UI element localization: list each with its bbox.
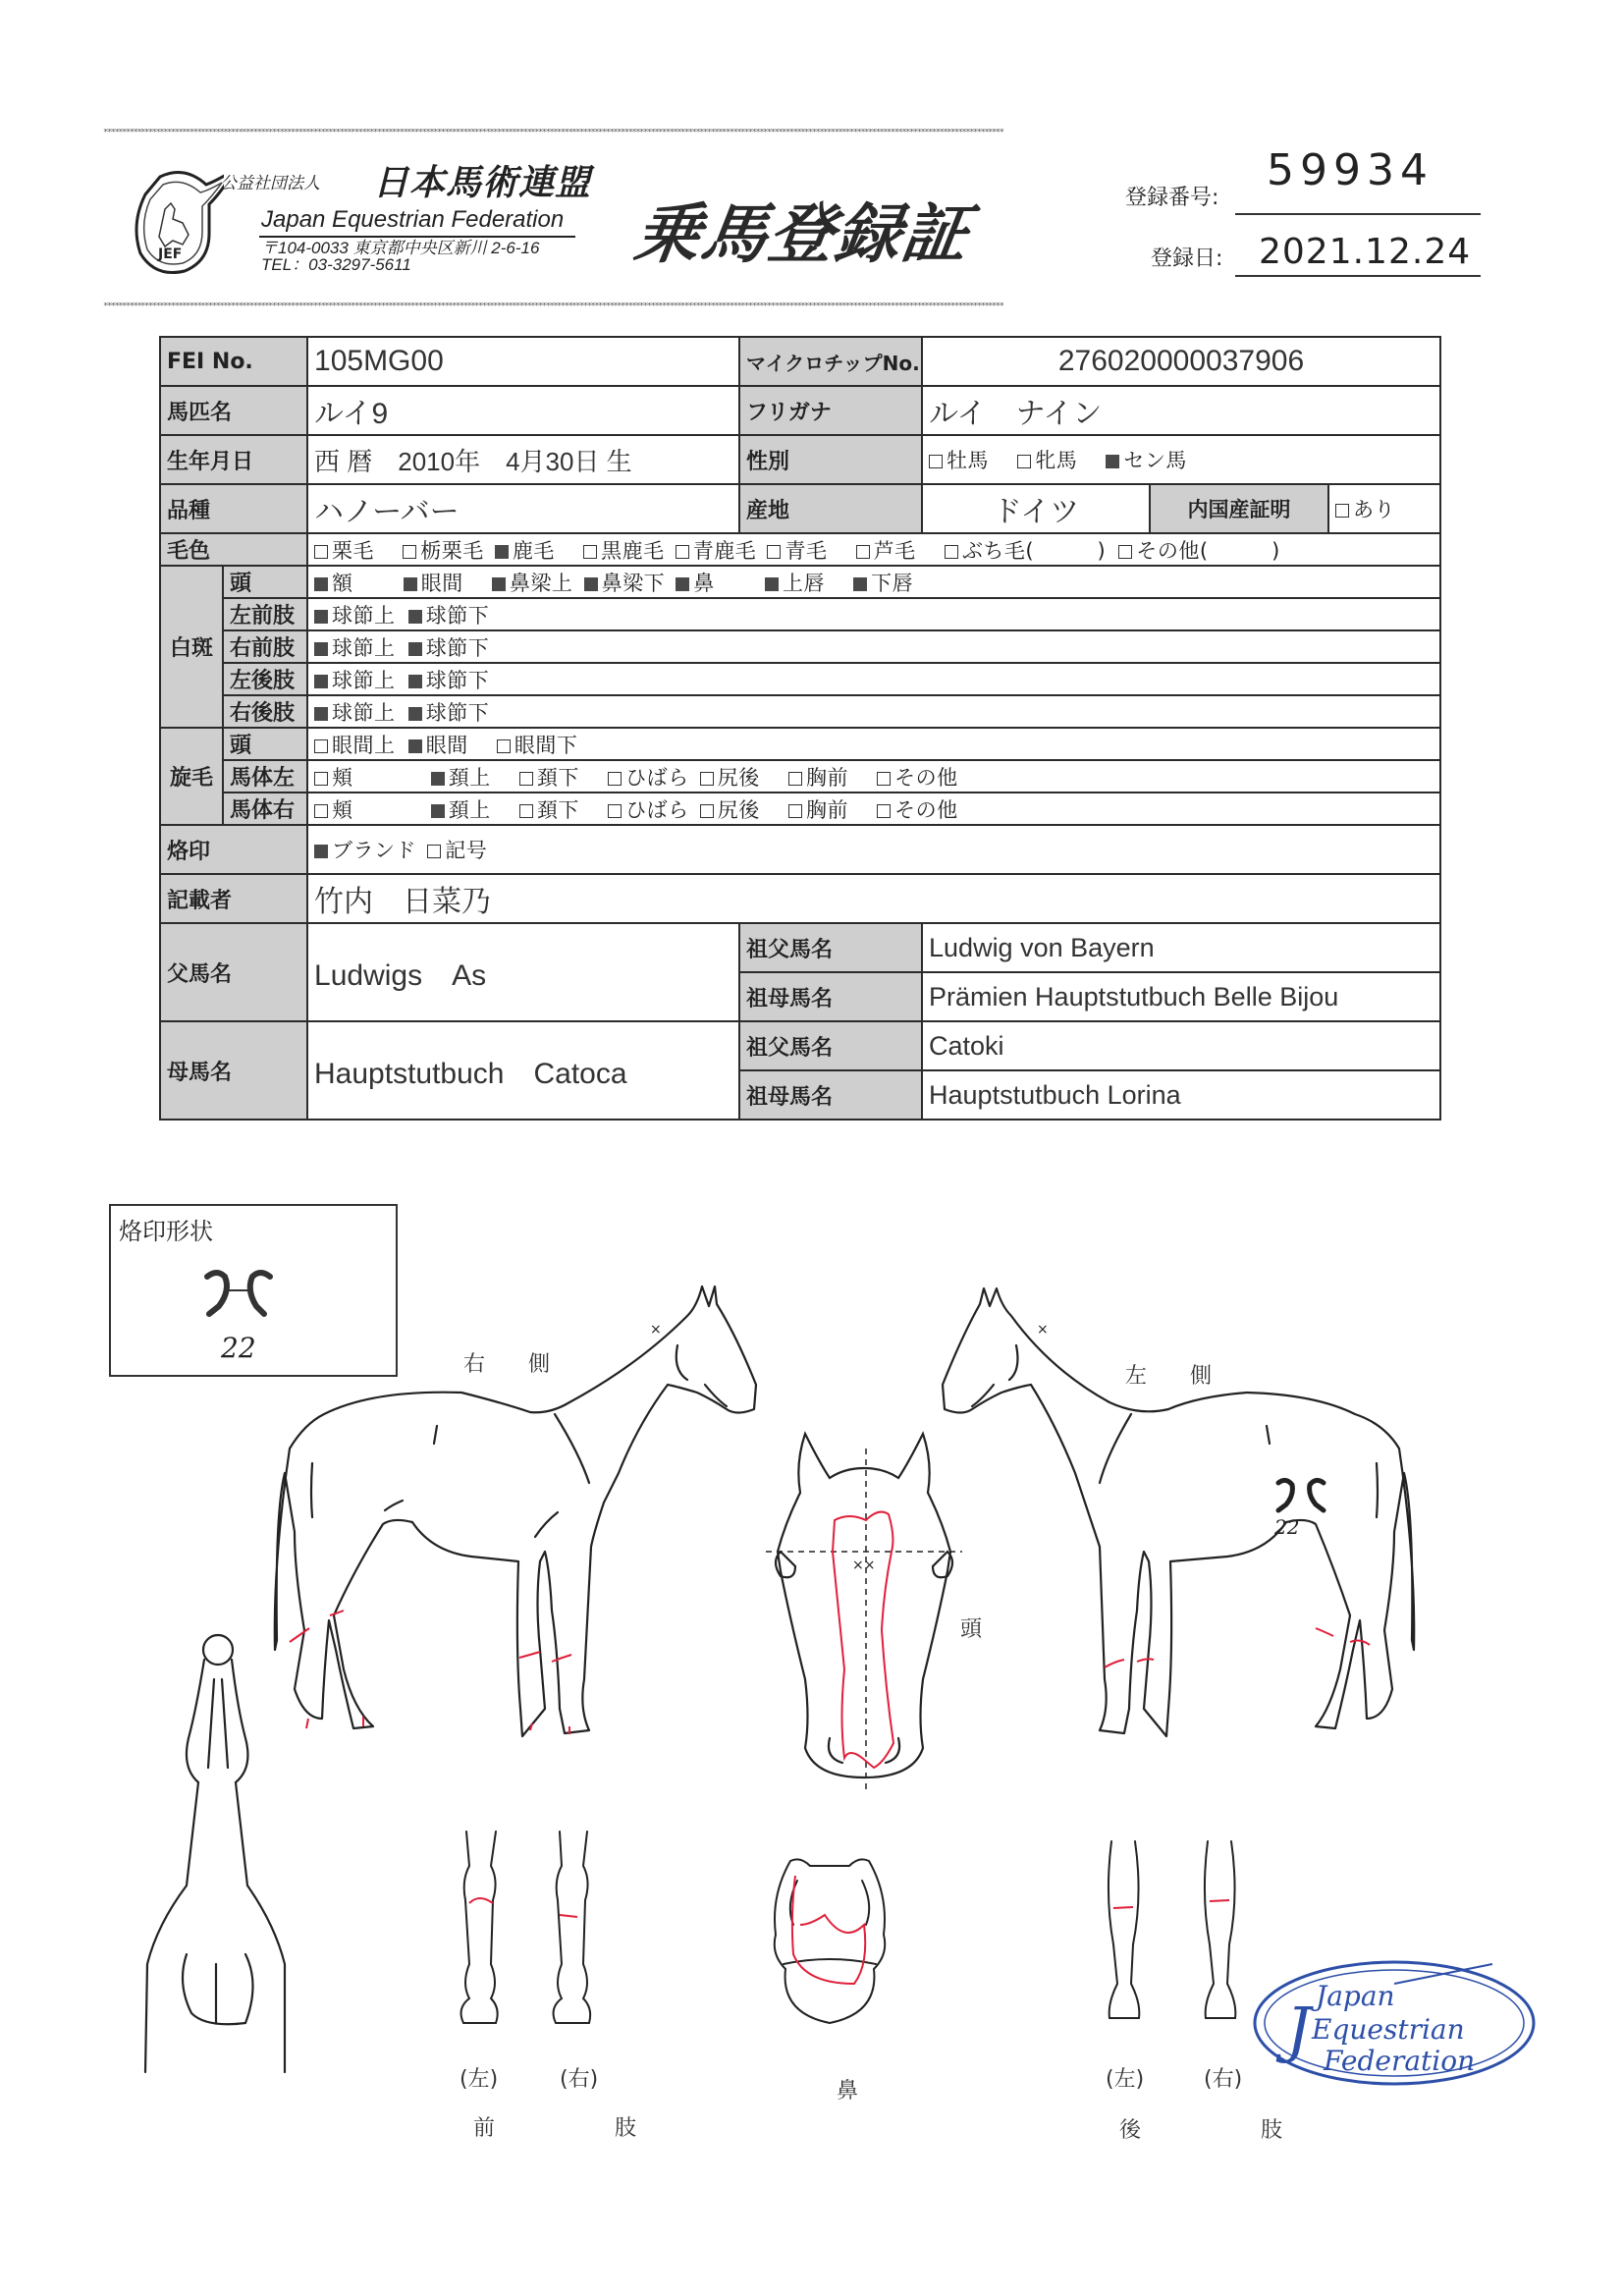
fore-legs-diagram [452,1827,599,2033]
whorl-option[interactable]: ひばら [608,798,689,822]
checkbox-icon [877,804,891,818]
checkbox-icon [1017,455,1031,468]
marking-option[interactable]: 球節下 [408,604,490,628]
checkbox-icon [314,804,328,818]
marking-part-label: 頭 [223,566,307,598]
fei-no-value: 105MG00 [307,337,739,386]
checkbox-checked-icon [314,642,328,656]
marking-limb-options [307,630,1440,663]
marking-option[interactable]: 球節下 [408,701,490,725]
svg-text:JEF: JEF [158,246,183,262]
whorl-option[interactable]: 頚下 [519,798,579,822]
marking-option[interactable]: 鼻梁上 [492,572,573,595]
org-divider [259,236,575,238]
checkbox-icon [519,804,533,818]
checkbox-icon [700,772,714,786]
checkbox-icon [676,545,689,559]
muzzle-label: 鼻 [837,2079,859,2104]
dam-grandsire-value: Catoki [922,1021,1440,1070]
breed-label: 品種 [160,484,307,533]
sire-granddam-label: 祖母馬名 [739,972,922,1021]
marking-limb-options [307,598,1440,630]
marking-part-label: 右前肢 [223,630,307,663]
svg-text:Japan: Japan [1316,1980,1395,2012]
checkbox-icon [314,739,328,753]
whorl-option[interactable]: 尻後 [700,798,760,822]
whorl-body-right-options [307,793,1440,825]
checkbox-checked-icon [408,739,422,753]
org-type: 公益社団法人 [220,174,320,193]
checkbox-checked-icon [314,675,328,688]
checkbox-checked-icon [1106,455,1119,468]
whorl-part-label: 馬体右 [223,793,307,825]
checkbox-icon [788,772,802,786]
whorl-option[interactable]: 頚上 [431,766,491,790]
coat-option[interactable]: 青鹿毛 [676,539,757,563]
sire-value: Ludwigs As [307,923,739,1021]
dam-value: Hauptstutbuch Catoca [307,1021,739,1120]
marking-option[interactable]: 球節下 [408,669,490,692]
whorl-option[interactable]: ひばら [608,766,689,790]
jef-logo-icon [126,155,224,283]
whorl-option[interactable]: 眼間上 [314,734,396,757]
checkbox-checked-icon [408,707,422,721]
sire-grandsire-label: 祖父馬名 [739,923,922,972]
checkbox-icon [608,804,622,818]
checkbox-checked-icon [765,577,779,591]
coat-label: 毛色 [160,533,307,566]
hind-left-label: (左) [1106,2067,1145,2092]
checkbox-checked-icon [431,772,445,786]
reg-date-value: 2021.12.24 [1259,232,1472,272]
checkbox-checked-icon [314,610,328,624]
checkbox-checked-icon [314,845,328,858]
sex-option-stallion[interactable]: 牡馬 [929,449,989,472]
svg-text:Federation: Federation [1324,2045,1476,2077]
whorl-option[interactable]: 眼間下 [497,734,578,757]
fore-right-label: (右) [560,2067,599,2092]
marking-limb-options [307,695,1440,728]
brand-option[interactable]: 記号 [427,839,487,862]
address-text: 〒104-0033 東京都中央区新川 2-6-16 [261,239,540,257]
marking-option[interactable]: 鼻 [676,572,715,595]
checkbox-checked-icon [853,577,867,591]
whorl-option[interactable]: その他 [877,798,958,822]
dam-granddam-value: Hauptstutbuch Lorina [922,1070,1440,1120]
checkbox-icon [519,772,533,786]
coat-option[interactable]: ぶち毛( ) [945,539,1106,563]
horse-top-view-diagram [137,1630,295,2082]
left-side-label: 左側 [1125,1364,1256,1389]
whorl-option[interactable]: 胸前 [788,766,848,790]
marking-limb-options [307,663,1440,695]
svg-text:××: ×× [852,1558,876,1573]
coat-option[interactable]: 芦毛 [856,539,916,563]
checkbox-icon [608,772,622,786]
head-label: 頭 [960,1617,983,1642]
checkbox-icon [788,804,802,818]
checkbox-icon [929,455,943,468]
checkbox-icon [497,739,511,753]
coat-option[interactable]: 栗毛 [314,539,374,563]
dam-granddam-label: 祖母馬名 [739,1070,922,1120]
marking-option[interactable]: 額 [314,572,353,595]
org-name-en: Japan Equestrian Federation [261,206,565,233]
org-name-jp: 日本馬術連盟 [373,163,592,203]
checkbox-checked-icon [314,707,328,721]
sire-label: 父馬名 [160,923,307,1021]
star-border-top: ************************************************************************************************************************************************************************************************************************************************ [103,129,1003,137]
checkbox-icon [1335,504,1349,518]
whorl-part-label: 頭 [223,728,307,760]
checkbox-checked-icon [495,545,509,559]
coat-option[interactable]: 黒鹿毛 [583,539,665,563]
checkbox-icon [945,545,958,559]
brand-options [307,825,1440,874]
checkbox-checked-icon [431,804,445,818]
marking-part-label: 左前肢 [223,598,307,630]
marking-part-label: 左後肢 [223,663,307,695]
whorls-label: 旋毛 [160,728,223,825]
marking-option[interactable]: 球節上 [314,701,396,725]
checkbox-checked-icon [408,642,422,656]
checkbox-icon [403,545,416,559]
brand-number: 22 [221,1332,256,1364]
checkbox-checked-icon [408,610,422,624]
birth-label: 生年月日 [160,435,307,484]
marking-option[interactable]: 上唇 [765,572,825,595]
head-front-diagram [766,1424,962,1797]
checkbox-icon [856,545,870,559]
hind-limb-label: 後 肢 [1119,2118,1309,2143]
svg-text:×: × [650,1322,662,1338]
marking-option[interactable]: 球節上 [314,604,396,628]
whorl-option[interactable]: 頚上 [431,798,491,822]
star-border-bottom: ************************************************************************************************************************************************************************************************************************************************ [103,302,1003,310]
jef-seal-stamp [1247,1954,1542,2092]
whorl-head-options [307,728,1440,760]
whorl-option[interactable]: 胸前 [788,798,848,822]
checkbox-checked-icon [314,577,328,591]
sex-options [922,435,1440,484]
reg-date-label: 登録日: [1151,246,1223,271]
furigana-value: ルイ ナイン [922,386,1440,435]
markings-label: 白斑 [160,566,223,728]
registration-form [159,336,1439,1121]
horse-name-value: ルイ9 [307,386,739,435]
coat-option[interactable]: その他( ) [1118,539,1279,563]
marking-option[interactable]: 球節上 [314,636,396,660]
whorl-option[interactable]: 頬 [314,766,353,790]
reg-number-label: 登録番号: [1125,186,1219,210]
coat-option[interactable]: 鹿毛 [495,539,555,563]
fore-limb-label: 前 肢 [473,2116,663,2141]
right-side-label: 右側 [463,1352,594,1377]
document-title: 乗馬登録証 [629,196,975,272]
coat-option[interactable]: 栃栗毛 [403,539,484,563]
breed-value: ハノーバー [307,484,739,533]
marking-head-options [307,566,1440,598]
coat-options [307,533,1440,566]
whorl-option[interactable]: その他 [877,766,958,790]
microchip-value: 276020000037906 [922,337,1440,386]
sire-granddam-value: Prämien Hauptstutbuch Belle Bijou [922,972,1440,1021]
svg-text:×: × [1037,1322,1049,1338]
coat-option[interactable]: 青毛 [767,539,827,563]
checkbox-checked-icon [492,577,506,591]
microchip-label: マイクロチップNo. [739,337,922,386]
checkbox-checked-icon [408,675,422,688]
origin-label: 産地 [739,484,922,533]
marking-option[interactable]: 下唇 [853,572,913,595]
origin-value: ドイツ [922,484,1150,533]
whorl-option[interactable]: 頚下 [519,766,579,790]
whorl-option[interactable]: 尻後 [700,766,760,790]
checkbox-icon [877,772,891,786]
checkbox-icon [314,545,328,559]
svg-text:Equestrian: Equestrian [1312,2013,1465,2046]
hind-right-label: (右) [1204,2067,1243,2092]
reg-number-value: 59934 [1267,145,1434,195]
checkbox-checked-icon [584,577,598,591]
checkbox-icon [1118,545,1132,559]
whorl-option[interactable]: 頬 [314,798,353,822]
furigana-label: フリガナ [739,386,922,435]
whorl-part-label: 馬体左 [223,760,307,793]
brand-number-on-horse: 22 [1274,1515,1300,1539]
brand-option[interactable]: ブランド [314,839,416,862]
reg-number-underline [1235,213,1481,215]
svg-text:J: J [1286,1994,1311,2065]
recorder-value: 竹内 日菜乃 [307,874,1440,923]
fei-no-label: FEI No. [160,337,307,386]
recorder-label: 記載者 [160,874,307,923]
marking-part-label: 右後肢 [223,695,307,728]
dam-label: 母馬名 [160,1021,307,1120]
brand-shape-label: 烙印形状 [119,1218,213,1245]
brand-label: 烙印 [160,825,307,874]
muzzle-diagram [766,1856,893,2033]
domestic-cert-label: 内国産証明 [1150,484,1328,533]
checkbox-icon [583,545,597,559]
birth-value: 西 暦 2010年 4月30日 生 [307,435,739,484]
sex-option-mare[interactable]: 牝馬 [1017,449,1077,472]
sex-option-gelding[interactable]: セン馬 [1106,449,1187,472]
hind-legs-diagram [1100,1836,1247,2033]
reg-date-underline [1235,275,1481,277]
sex-label: 性別 [739,435,922,484]
checkbox-checked-icon [404,577,417,591]
tel-text: TEL：03-3297-5611 [261,255,411,274]
checkbox-icon [767,545,781,559]
org-address [261,240,539,273]
sire-grandsire-value: Ludwig von Bayern [922,923,1440,972]
checkbox-icon [427,845,441,858]
checkbox-checked-icon [676,577,689,591]
whorl-option[interactable]: 眼間 [408,734,468,757]
checkbox-icon [314,772,328,786]
marking-option[interactable]: 球節上 [314,669,396,692]
domestic-cert-option[interactable]: あり [1328,484,1440,533]
horse-name-label: 馬匹名 [160,386,307,435]
fore-left-label: (左) [460,2067,499,2092]
marking-option[interactable]: 鼻梁下 [584,572,666,595]
checkbox-icon [700,804,714,818]
whorl-body-left-options [307,760,1440,793]
marking-option[interactable]: 眼間 [404,572,463,595]
marking-option[interactable]: 球節下 [408,636,490,660]
dam-grandsire-label: 祖父馬名 [739,1021,922,1070]
